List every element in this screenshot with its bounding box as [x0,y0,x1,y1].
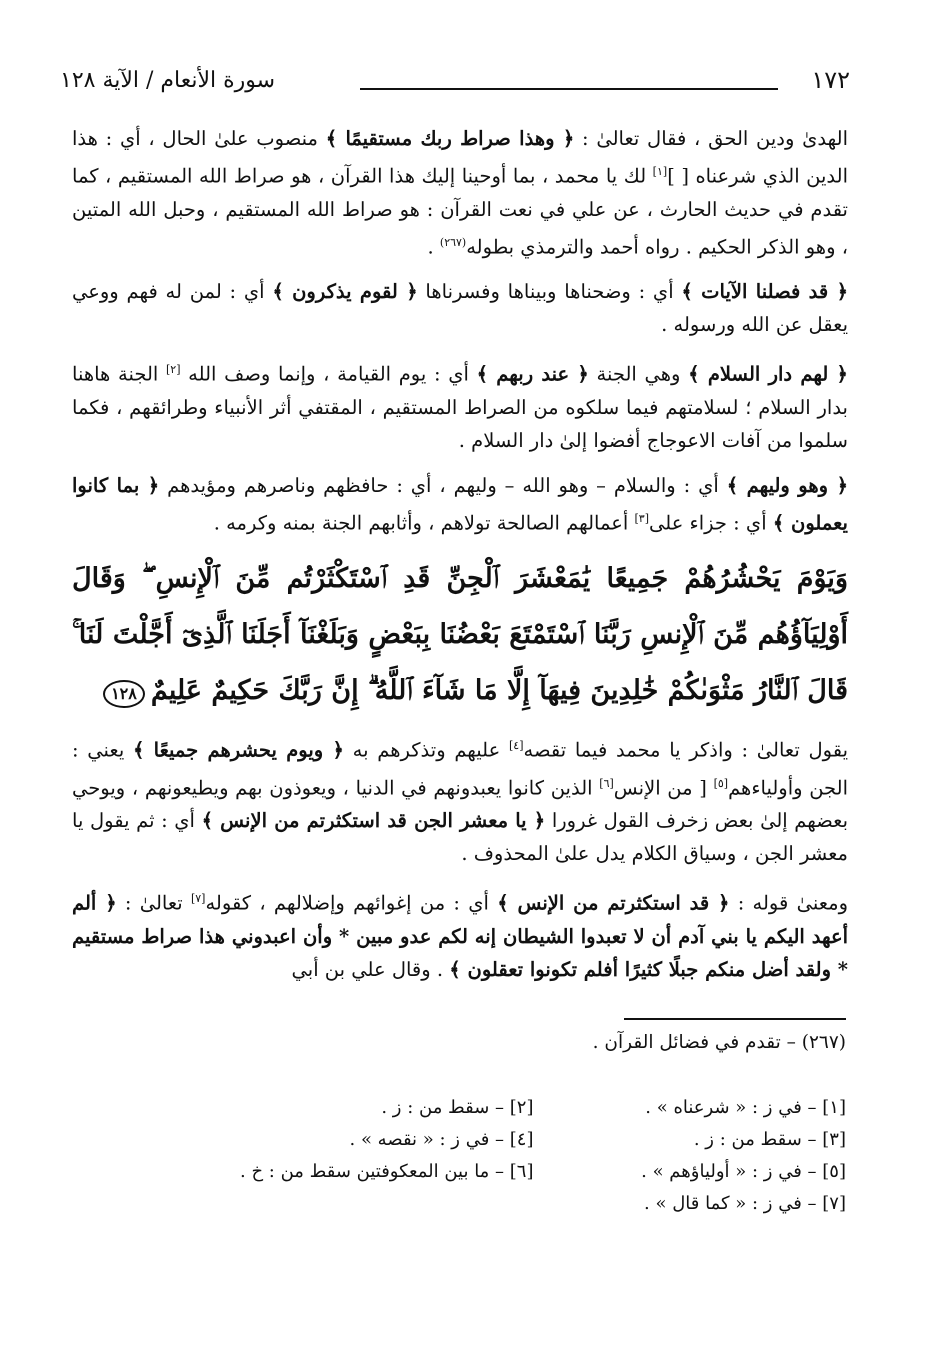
paragraph-4: ﴿ وهو وليهم ﴾ أي : والسلام – وهو الله – وليهم ، أي : حافظهم وناصرهم ومؤيدهم ﴿ بما كانوا يعملون ﴾ أي : جزاء على[٣] أعمالهم الصالحة تولاهم ، وأثابهم الجنة بمنه وكرمه . [72,473,849,534]
quran-quote: ﴿ وهذا صراط ربك مستقيمًا ﴾ [325,127,575,150]
footnote-ref: (٢٦٧) [439,235,467,249]
quran-quote: ﴿ ألم أعهد اليكم يا بني آدم أن لا تعبدوا الشيطان إنه لكم عدو مبين * وأن اعبدوني هذا صراط مستقيم * ولقد أضل منكم جبلًا كثيرًا أفلم تكونوا تعقلون ﴾ [72,891,848,981]
footnote-rule [624,1018,846,1020]
paragraph-1: الهدىٰ ودين الحق ، فقال تعالىٰ : ﴿ وهذا صراط ربك مستقيمًا ﴾ منصوب علىٰ الحال ، أي : هذا الدين الذي شرعناه [ ][١] لك يا محمد ، بما أوحينا إليك هذا القرآن ، هو صراط الله المستقيم ، كما تقدم في حديث الحارث ، عن علي في نعت القرآن : هو صراط الله المستقيم ، وحبل الله المتين ، وهو الذكر الحكيم . رواه أحمد والترمذي بطوله$^{(٢٦٧)}$ . [72,127,848,258]
paragraph-2: ﴿ قد فصلنا الآيات ﴾ أي : وضحناها وبيناها وفسرناها ﴿ لقوم يذكرون ﴾ أي : لمن له فهم ووعي يعقل عن الله ورسوله . [72,280,849,336]
page-header [60,62,850,102]
paragraph-6: ومعنىٰ قوله : ﴿ قد استكثرتم من الإنس ﴾ أي : من إغوائهم وإضلالهم ، كقوله[٧] تعالىٰ : ﴿ ألم أعهد اليكم يا بني آدم أن لا تعبدوا الشيطان إنه لكم عدو مبين * وأن اعبدوني هذا صراط مستقيم * ولقد أضل منكم جبلًا كثيرًا أفلم تكونوا تعقلون ﴾ . وقال علي بن أبي [72,891,848,981]
footnote-ref: [٥] [713,776,729,790]
page-number: ١٧٢ [811,66,850,94]
note-item: [٧] – في ز : « كما قال » . [644,1193,846,1214]
quran-quote: ﴿ وهو وليهم ﴾ [726,473,849,497]
note-item: [٥] – في ز : « أولياؤهم » . [641,1161,846,1182]
page-body [72,122,848,998]
quran-quote: ﴿ ويوم يحشرهم جميعًا ﴾ [132,738,344,762]
quran-quote: ﴿ لهم دار السلام ﴾ [688,362,848,386]
footnote-ref: [٦] [599,776,614,790]
verse-text: وَيَوْمَ يَحْشُرُهُمْ جَمِيعًا يَٰمَعْشَرَ ٱلْجِنِّ قَدِ ٱسْتَكْثَرْتُم مِّنَ ٱلْإِنسِ ۖ وَقَالَ أَوْلِيَآؤُهُم مِّنَ ٱلْإِنسِ رَبَّنَا ٱسْتَمْتَعَ بَعْضُنَا بِبَعْضٍ وَبَلَغْنَآ أَجَلَنَا ٱلَّذِىٓ أَجَّلْتَ لَنَا ۚ قَالَ ٱلنَّارُ مَثْوَىٰكُمْ خَٰلِدِينَ فِيهَآ إِلَّا مَا شَآءَ ٱللَّهُ ۗ إِنَّ رَبَّكَ حَكِيمٌ عَلِيمٌ [72,563,848,706]
paragraph-3: ﴿ لهم دار السلام ﴾ وهي الجنة ﴿ عند ربهم ﴾ أي : يوم القيامة ، وإنما وصف الله [٢] الجنة هاهنا بدار السلام ؛ لسلامتهم فيما سلكوه من الصراط المستقيم ، المقتفي أثر الأنبياء وطرائقهم ، فكما سلموا من آفات الاعوجاج أفضوا إلىٰ دار السلام . [72,362,848,452]
quran-quote: ﴿ قد فصلنا الآيات ﴾ [681,280,849,303]
note-item: [٤] – في ز : « نقصه » . [349,1129,534,1150]
surah-title: سورة الأنعام / الآية ١٢٨ [60,68,276,93]
paragraph-5: يقول تعالىٰ : واذكر يا محمد فيما تقصه[٤] عليهم وتذكرهم به ﴿ ويوم يحشرهم جميعًا ﴾ يعني : الجن وأولياءهم[٥] [ من الإنس[٦] الذين كانوا يعبدونهم في الدنيا ، ويعوذون بهم ويطيعونهم ، ويوحي بعضهم إلىٰ بعض زخرف القول غرورا ﴿ يا معشر الجن قد استكثرتم من الإنس ﴾ أي : ثم يقول يا معشر الجن ، وسياق الكلام يدل علىٰ المحذوف . [72,738,848,865]
quran-quote: ﴿ بما كانوا يعملون ﴾ [72,473,848,534]
footnote-ref: [١] [652,165,668,178]
footnote-ref: [٧] [190,892,206,905]
quran-quote: ﴿ لقوم يذكرون ﴾ [272,280,418,303]
hadith-footnote: (٢٦٧) – تقدم في فضائل القرآن . [592,1032,846,1053]
note-item: [١] – في ز : « شرعناه » . [645,1097,846,1118]
note-item: [٣] – سقط من : ز . [693,1129,846,1150]
quran-quote: ﴿ يا معشر الجن قد استكثرتم من الإنس ﴾ [201,809,546,832]
quran-quote: ﴿ عند ربهم ﴾ [476,362,589,386]
note-item: [٢] – سقط من : ز . [381,1097,534,1118]
header-rule [360,88,778,90]
quran-quote: ﴿ قد استكثرتم من الإنس ﴾ [497,891,730,915]
manuscript-notes [240,1095,846,1216]
footnote-ref: [٢] [165,363,181,376]
quran-verse [72,551,848,719]
ayah-number-marker: ١٢٨ [103,680,145,708]
footnote-ref: [٤] [508,739,524,752]
note-item: [٦] – ما بين المعكوفتين سقط من : خ . [240,1161,534,1182]
footnote-ref: [٣] [634,511,650,525]
